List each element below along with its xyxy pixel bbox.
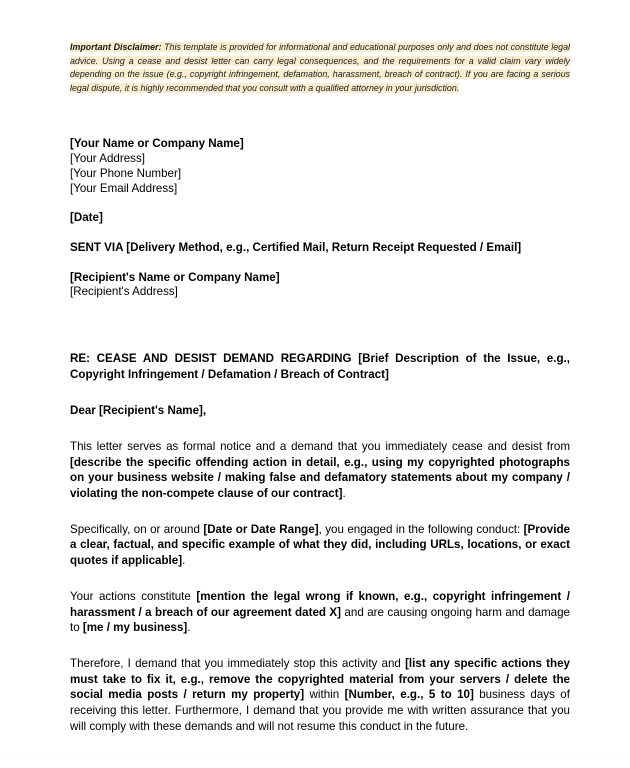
p2-placeholder-date: [Date or Date Range] [203, 522, 319, 536]
p4-lead: Therefore, I demand that you immediately stop this activity and [70, 656, 406, 670]
sender-name: [Your Name or Company Name] [70, 137, 244, 151]
recipient-address: [Recipient's Address] [70, 285, 178, 299]
p2-lead: Specifically, on or around [70, 522, 204, 536]
sender-phone: [Your Phone Number] [70, 166, 182, 180]
disclaimer-body: This template is provided for informational and educational purposes only and does not constitute legal advice. Using a cease and desist letter can carry legal consequences, and the requirements for a valid claim vary widely depending on the issue (e.g., copyright infringement, defamation, harassment, breach of contract). If you are facing a serious legal dispute, it is highly recommended that you consult with a qualified attorney in your jurisdiction. [70, 42, 570, 93]
subject-line: RE: CEASE AND DESIST DEMAND REGARDING [Brief Description of the Issue, e.g., Copyright Infringement / Defamation / Breach of Contract] [70, 352, 570, 381]
sender-email: [Your Email Address] [70, 181, 178, 195]
recipient-name: [Recipient's Name or Company Name] [70, 270, 280, 284]
p2-tail: . [182, 554, 186, 568]
body-paragraph-3 [70, 589, 570, 636]
body-paragraph-1 [70, 439, 570, 502]
p2-mid: , you engaged in the following conduct: [318, 522, 524, 536]
p3-mid: and are causing ongoing harm and damage to [70, 605, 571, 635]
p1-lead: This letter serves as formal notice and a demand that you immediately cease and desist from [70, 439, 570, 453]
p3-lead: Your actions constitute [70, 589, 197, 603]
spacer-after-sent-via [70, 256, 570, 271]
disclaimer-label: Important Disclaimer: [70, 42, 162, 52]
p4-mid: within [304, 688, 345, 702]
p3-placeholder-legal-wrong: [mention the legal wrong if known, e.g., copyright infringement / harassment / a breach of our agreement dated X] [70, 589, 570, 619]
p1-tail: . [342, 487, 346, 501]
sender-address-block [70, 137, 570, 300]
sent-via-line: SENT VIA [Delivery Method, e.g., Certified Mail, Return Receipt Requested / Email] [70, 240, 522, 254]
p4-tail: business days of receiving this letter. Furthermore, I demand that you provide me with written assurance that you will comply with these demands and will not resume this conduct in the future. [70, 688, 570, 733]
p3-tail: . [187, 621, 191, 635]
p3-placeholder-harmed-party: [me / my business] [82, 621, 188, 635]
body-paragraph-2 [70, 522, 570, 569]
p4-placeholder-days: [Number, e.g., 5 to 10] [344, 688, 474, 702]
letter-date: [Date] [70, 211, 103, 225]
spacer-after-sender [70, 197, 570, 212]
document-content [70, 41, 570, 746]
spacer-after-date [70, 226, 570, 241]
p4-placeholder-actions: [list any specific actions they must take to fix it, e.g., remove the copyrighted material from your servers / delete the social media posts / return my property] [70, 656, 570, 702]
page-bottom-edge [0, 756, 630, 757]
important-disclaimer [70, 41, 570, 95]
p2-placeholder-example: [Provide a clear, factual, and specific example of what they did, including URLs, locations, or exact quotes if applicable] [70, 522, 570, 568]
sender-address: [Your Address] [70, 152, 145, 166]
salutation: Dear [Recipient's Name], [70, 404, 207, 418]
body-paragraph-4 [70, 656, 570, 735]
p1-placeholder: [describe the specific offending action in detail, e.g., using my copyrighted photographs on your business website / making false and defamatory statements about my company / violating the non-compete clause of our contract] [70, 455, 570, 501]
